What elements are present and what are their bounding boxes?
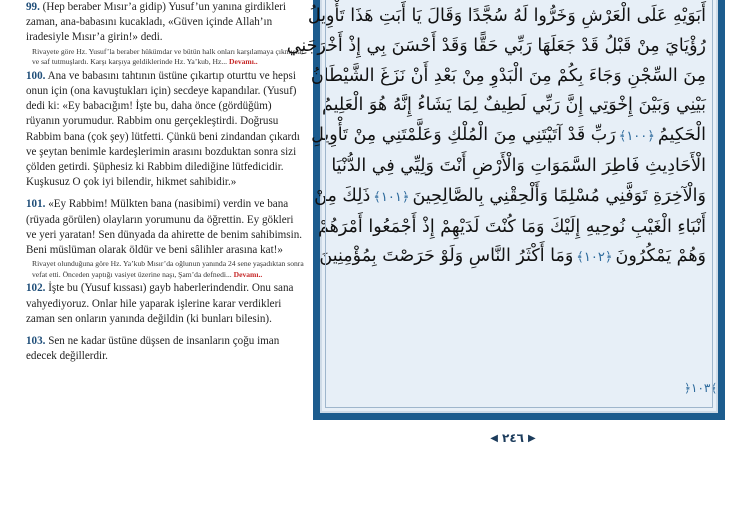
note-text: Rivayet olunduğuna göre Hz. Ya’kub Mısır’da oğlunun yanında 24 sene yaşadıktan sonra vefat etti. Önceden yaptığı vasiyet üzerine naşı, Şam’da defnedi...: [32, 259, 304, 279]
arabic-line-text: مِنَ السِّجْنِ وَجَاءَ بِكُمْ مِنَ الْبَدْوِ مِنْ بَعْدِ أَنْ نَزَغَ الشَّيْطَانُ: [310, 65, 706, 86]
more-link[interactable]: Devamı..: [228, 57, 258, 67]
page-number: ٢٤٦: [502, 431, 524, 445]
verse-103: [26, 334, 304, 364]
arabic-line-2: [286, 32, 706, 62]
arabic-line-text: رَبِّ قَدْ آتَيْتَنِي مِنَ الْمُلْكِ وَعَلَّمْتَنِي مِنْ تَأْوِيلِ: [311, 125, 616, 146]
verse-number: 102.: [26, 282, 46, 295]
arabic-line-text: أَنْبَاءِ الْغَيْبِ نُوحِيهِ إِلَيْكَ وَمَا كُنْتَ لَدَيْهِمْ إِذْ أَجْمَعُوا أَمْرَهُمْ: [318, 216, 706, 237]
translation-column: [0, 0, 308, 515]
arabic-line-7: [314, 182, 706, 213]
arabic-line-text: الْحَكِيمُ: [657, 125, 706, 146]
arabic-line-text: رُؤْيَايَ مِنْ قَبْلُ قَدْ جَعَلَهَا رَبِّي حَقًّا وَقَدْ أَحْسَنَ بِي إِذْ أَخْرَجَنِي: [286, 35, 706, 56]
arabic-line-text: وَمَا أَكْثَرُ النَّاسِ وَلَوْ حَرَصْتَ بِمُؤْمِنِينَ: [319, 246, 574, 267]
verse-99: [26, 0, 304, 46]
verse-text: (Hep beraber Mısır’a gidip) Yusuf’un yanına girdikleri zaman, ana-babasını kucakladı, «Güven içinde Allah’ın iradesiyle Mısır’a girin!» dedi.: [26, 1, 287, 44]
verse-number: 99.: [26, 1, 40, 13]
verse-number: 103.: [26, 335, 46, 348]
arabic-text-block: [286, 2, 706, 403]
verse-end-marker-102[interactable]: ﴿١٠٢﴾: [576, 250, 613, 266]
verse-text: Ana ve babasını tahtının üstüne çıkartıp oturttu ve hepsi onun için (ona kavuştukları için) secdeye kapandılar. (Yusuf) dedi ki: «Ey babacığım! İşte bu, daha önce (gördüğüm) rüyanın yorumudur. Rabbim onu gerçekleştirdi. Doğrusu Rabbim bana (çok şey) lütfetti. Çünkü beni zindandan çıkardı ve şeytan benimle kardeşlerimin arasını bozduktan sonra sizi çölden getirdi. Şüphesiz ki Rabbim dilediğine lütfedicidir. Kuşkusuz O çok iyi bilendir, hikmet sahibidir.»: [26, 69, 300, 189]
verse-101-note: [32, 259, 304, 280]
arabic-line-text: وَالْآخِرَةِ تَوَفَّنِي مُسْلِمًا وَأَلْحِقْنِي بِالصَّالِحِينَ: [412, 185, 706, 206]
verse-text: «Ey Rabbim! Mülkten bana (nasibimi) verdin ve bana (rüyada görülen) olayların yorumunu da öğrettin. Ey gökleri ve yeri yaratan! Sen dünyada da ahirette de benim sahibimsin. Beni müslüman olarak öldür ve beni sâlihler arasına kat!»: [26, 198, 303, 257]
more-link[interactable]: Devamı..: [233, 269, 263, 279]
arabic-line-6: [332, 152, 706, 182]
arabic-line-text: ذَلِكَ مِنْ: [314, 185, 371, 206]
arabic-line-3: [310, 62, 706, 92]
next-page-icon[interactable]: ▶: [527, 432, 536, 444]
note-text: Rivayete göre Hz. Yusuf’la beraber hükümdar ve bütün halk onları karşılamaya çıkmışlar ve saf tutmuşlardı. Karşı karşıya geldiklerinde Hz. Ya’kub, Hz...: [32, 46, 304, 67]
previous-page-icon[interactable]: ◀: [490, 432, 498, 444]
arabic-line-text: وَهُمْ يَمْكُرُونَ: [615, 246, 706, 267]
verse-end-marker-100[interactable]: ﴿١٠٠﴾: [618, 129, 655, 145]
spacer: [26, 327, 304, 334]
verse-text: Sen ne kadar üstüne düşsen de insanların çoğu iman edecek değillerdir.: [26, 335, 280, 363]
arabic-line-5: [311, 121, 706, 152]
mushaf-page: [286, 0, 718, 413]
page-navigator: [463, 429, 563, 447]
arabic-line-4: [321, 91, 706, 121]
verse-end-marker-101[interactable]: ﴿١٠١﴾: [373, 189, 410, 205]
verse-end-marker-103[interactable]: ﴿١٠٣﴾: [684, 381, 718, 395]
verse-100: [26, 69, 304, 191]
spacer: [26, 190, 304, 197]
arabic-line-9: [319, 242, 706, 273]
arabic-line-8: [318, 213, 706, 243]
mushaf-page-frame: [286, 0, 725, 420]
verse-102: [26, 281, 304, 327]
arabic-line-text: أَبَوَيْهِ عَلَى الْعَرْشِ وَخَرُّوا لَهُ سُجَّدًا وَقَالَ يَا أَبَتِ هَذَا تَأْوِيلُ: [307, 6, 706, 26]
verse-99-note: [32, 47, 304, 68]
verse-number: 101.: [26, 198, 46, 211]
arabic-line-text: بَيْنِي وَبَيْنَ إِخْوَتِي إِنَّ رَبِّي لَطِيفٌ لِمَا يَشَاءُ إِنَّهُ هُوَ الْعَلِيمُ: [321, 95, 706, 116]
verse-number: 100.: [26, 69, 46, 82]
verse-text: İşte bu (Yusuf kıssası) gayb haberlerindendir. Onu sana vahyediyoruz. Onlar hile yaparak işlerine karar verdikleri zaman sen onların yanında değildin (ki bunları bilesin).: [26, 282, 294, 325]
arabic-line-text: الْأَحَادِيثِ فَاطِرَ السَّمَوَاتِ وَالْأَرْضِ أَنْتَ وَلِيِّي فِي الدُّنْيَا: [331, 155, 706, 176]
verse-101: [26, 197, 304, 258]
arabic-line-1: [307, 2, 706, 32]
